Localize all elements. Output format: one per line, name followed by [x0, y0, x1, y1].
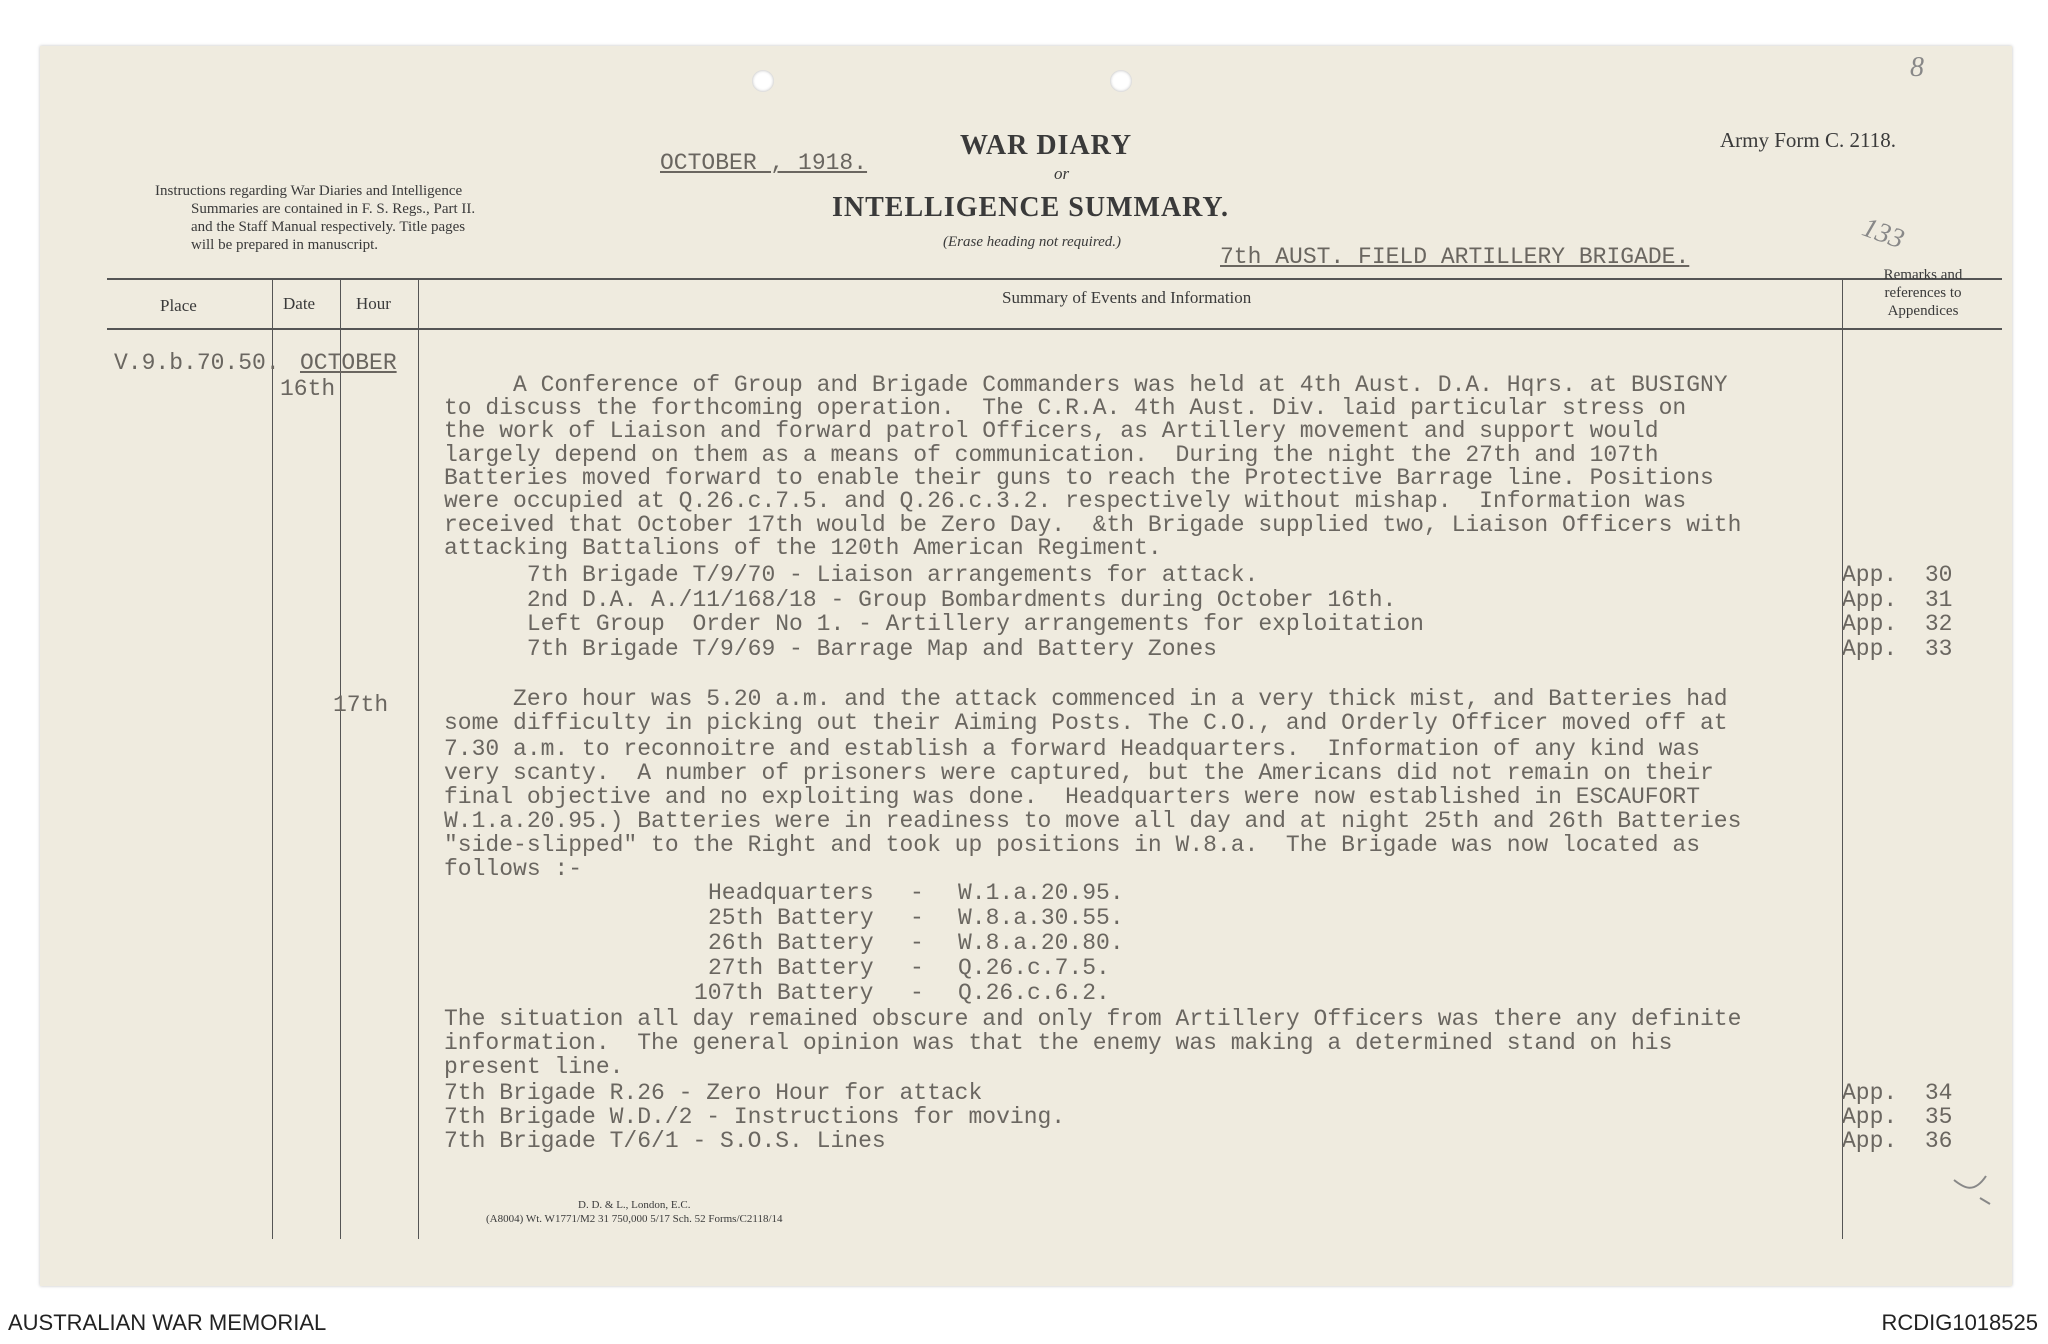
location-unit: 26th Battery: [708, 930, 874, 956]
header-top-rule: [107, 278, 2002, 280]
summary-line: W.1.a.20.95.) Batteries were in readiness to move all day and at night 25th and 26th Batteries: [444, 808, 1742, 834]
archive-credit: AUSTRALIAN WAR MEMORIAL: [8, 1310, 327, 1335]
location-dash: -: [910, 980, 924, 1006]
summary-line: final objective and no exploiting was done. Headquarters were now established in ESCAUFORT: [444, 784, 1701, 810]
appendix-ref: App. 32: [1842, 611, 1953, 637]
location-ref: Q.26.c.6.2.: [958, 980, 1110, 1006]
location-ref: W.8.a.30.55.: [958, 905, 1124, 931]
place-reference: V.9.b.70.50.: [114, 350, 280, 376]
date-17th: 17th: [333, 692, 389, 718]
month-label: OCTOBER: [300, 350, 397, 376]
summary-line: largely depend on them as a means of communication. During the night the 27th and 107th: [444, 442, 1659, 468]
unit-name: 7th AUST. FIELD ARTILLERY BRIGADE.: [1220, 244, 1690, 270]
title-intelligence-summary: INTELLIGENCE SUMMARY.: [832, 192, 1230, 223]
date-16th: 16th: [280, 376, 336, 402]
appendix-ref: App. 34: [1842, 1080, 1953, 1106]
handwritten-tick-mark: [1950, 1170, 1994, 1210]
summary-line: very scanty. A number of prisoners were captured, but the Americans did not remain on their: [444, 760, 1714, 786]
summary-line: present line.: [444, 1054, 624, 1080]
col-divider-place: [272, 279, 273, 1239]
title-war-diary: WAR DIARY: [960, 130, 1133, 161]
summary-line: to discuss the forthcoming operation. The C.R.A. 4th Aust. Div. laid particular stress on: [444, 395, 1687, 421]
summary-line: 7.30 a.m. to reconnoitre and establish a forward Headquarters. Information of any kind was: [444, 736, 1701, 762]
summary-line: "side-slipped" to the Right and took up positions in W.8.a. The Brigade was now located as: [444, 832, 1701, 858]
handwritten-folio-number: 133: [1858, 211, 1909, 256]
printer-imprint: [486, 1198, 783, 1226]
instructions-note: [155, 182, 595, 254]
col-divider-date: [340, 279, 341, 1239]
instructions-line: will be prepared in manuscript.: [191, 237, 379, 253]
summary-line: the work of Liaison and forward patrol Officers, as Artillery movement and support would: [444, 418, 1659, 444]
summary-line: A Conference of Group and Brigade Commanders was held at 4th Aust. D.A. Hqrs. at BUSIGNY: [444, 372, 1728, 398]
column-header-place: Place: [160, 296, 197, 315]
appendix-ref: App. 36: [1842, 1128, 1953, 1154]
instructions-line: Instructions regarding War Diaries and Intelligence: [155, 183, 463, 199]
summary-line: 7th Brigade T/9/69 - Barrage Map and Battery Zones: [444, 636, 1217, 662]
col-divider-hour: [418, 279, 419, 1239]
imprint-line: D. D. & L., London, E.C.: [578, 1199, 691, 1211]
location-ref: W.8.a.20.80.: [958, 930, 1124, 956]
punch-hole-left: [752, 70, 774, 92]
summary-line: Left Group Order No 1. - Artillery arrangements for exploitation: [444, 611, 1424, 637]
summary-line: 7th Brigade T/6/1 - S.O.S. Lines: [444, 1128, 886, 1154]
location-dash: -: [910, 955, 924, 981]
remarks-header-line: Remarks and: [1883, 267, 1963, 283]
location-unit: 27th Battery: [708, 955, 874, 981]
header-bottom-rule: [107, 328, 2002, 330]
summary-line: some difficulty in picking out their Aiming Posts. The C.O., and Orderly Officer moved off at: [444, 710, 1728, 736]
summary-line: Batteries moved forward to enable their guns to reach the Protective Barrage line. Positions: [444, 465, 1714, 491]
remarks-header-line: Appendices: [1887, 303, 1959, 319]
location-dash: -: [910, 880, 924, 906]
summary-line: Zero hour was 5.20 a.m. and the attack commenced in a very thick mist, and Batteries had: [444, 686, 1728, 712]
summary-line: 2nd D.A. A./11/168/18 - Group Bombardments during October 16th.: [444, 587, 1397, 613]
appendix-ref: App. 30: [1842, 562, 1953, 588]
erase-heading-note: (Erase heading not required.): [943, 234, 1122, 250]
summary-line: received that October 17th would be Zero Day. &th Brigade supplied two, Liaison Officers with: [444, 512, 1742, 538]
remarks-header-line: references to: [1884, 285, 1962, 301]
summary-line: 7th Brigade W.D./2 - Instructions for moving.: [444, 1104, 1066, 1130]
appendix-ref: App. 33: [1842, 636, 1953, 662]
summary-line: information. The general opinion was that the enemy was making a determined stand on his: [444, 1030, 1673, 1056]
summary-line: The situation all day remained obscure and only from Artillery Officers was there any definite: [444, 1006, 1742, 1032]
summary-line: were occupied at Q.26.c.7.5. and Q.26.c.3.2. respectively without mishap. Information was: [444, 488, 1687, 514]
imprint-line: (A8004) Wt. W1771/M2 31 750,000 5/17 Sch. 52 Forms/C2118/14: [486, 1213, 783, 1225]
army-form-number: Army Form C. 2118.: [1720, 128, 1896, 152]
summary-line: follows :-: [444, 856, 583, 882]
column-header-date: Date: [283, 294, 316, 313]
location-dash: -: [910, 930, 924, 956]
column-header-hour: Hour: [356, 294, 391, 313]
instructions-line: Summaries are contained in F. S. Regs., Part II.: [191, 201, 476, 217]
column-header-summary: Summary of Events and Information: [1002, 288, 1252, 307]
diary-month: OCTOBER , 1918.: [660, 150, 868, 176]
summary-line: 7th Brigade R.26 - Zero Hour for attack: [444, 1080, 983, 1106]
location-ref: W.1.a.20.95.: [958, 880, 1124, 906]
title-or: or: [1054, 164, 1070, 183]
instructions-line: and the Staff Manual respectively. Title pages: [191, 219, 466, 235]
location-unit: Headquarters: [708, 880, 874, 906]
appendix-ref: App. 35: [1842, 1104, 1953, 1130]
appendix-ref: App. 31: [1842, 587, 1953, 613]
location-unit: 107th Battery: [694, 980, 874, 1006]
location-ref: Q.26.c.7.5.: [958, 955, 1110, 981]
location-unit: 25th Battery: [708, 905, 874, 931]
handwritten-page-number: 8: [1910, 52, 1924, 83]
archive-id: RCDIG1018525: [1881, 1310, 2038, 1335]
column-header-remarks: [1848, 266, 1998, 320]
summary-line: 7th Brigade T/9/70 - Liaison arrangements for attack.: [444, 562, 1259, 588]
punch-hole-right: [1110, 70, 1132, 92]
summary-line: attacking Battalions of the 120th American Regiment.: [444, 535, 1162, 561]
location-dash: -: [910, 905, 924, 931]
